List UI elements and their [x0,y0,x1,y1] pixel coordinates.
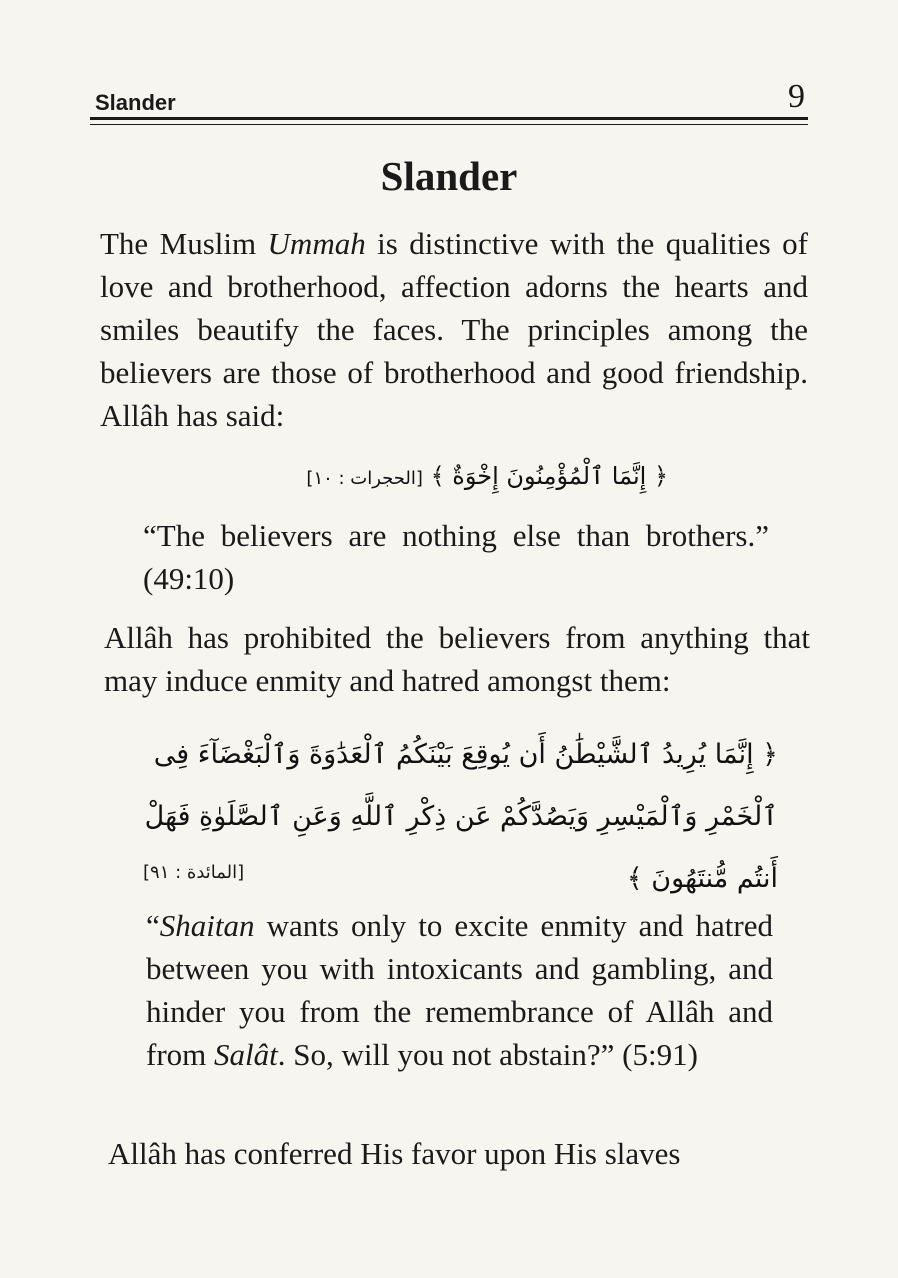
header-rule-thick [90,117,808,120]
running-title: Slander [95,90,176,115]
verse-translation-5-91 [146,904,773,1076]
salat-term: Salât [214,1037,278,1072]
verse-reference-5-91: [المائدة : ٩١] [143,862,245,883]
chapter-title: Slander [380,153,518,199]
verse-arabic-5-91: ﴿ إِنَّمَا يُرِيدُ ٱلشَّيْطَٰنُ أَن يُوقِعَ بَيْنَكُمُ ٱلْعَدَٰوَةَ وَٱلْبَغْضَآءَ فِى ٱلْخَمْرِ وَٱلْمَيْسِرِ وَيَصُدَّكُمْ عَن ذِكْرِ ٱللَّهِ وَعَنِ ٱلصَّلَوٰةِ فَهَلْ أَنتُم مُّنتَهُونَ ﴾ [144,739,778,894]
translation-middle: wants only to excite enmity and hatred between you with intoxicants and gambling, and hinder you from the remembrance of Allâh and from [146,908,773,1072]
intro-paragraph [100,222,808,437]
header-rule-thin [90,124,808,125]
intro-text-rest: is distinctive with the qualities of love and brotherhood, affection adorns the hearts and smiles beautify the faces. The principles among the believers are those of brotherhood and good friendship. Allâh has said: [100,226,808,433]
verse-translation-49-10: “The believers are nothing else than brothers.” (49:10) [143,518,769,596]
favor-paragraph: Allâh has conferred His favor upon His slaves [108,1136,681,1171]
quote-open: “ [146,908,160,943]
ummah-term: Ummah [267,226,366,261]
verse-text-49-10: ﴿ إِنَّمَا ٱلْمُؤْمِنُونَ إِخْوَةٌ ﴾ [430,462,668,490]
translation-end: . So, will you not abstain?” (5:91) [277,1037,698,1072]
prohibition-paragraph: Allâh has prohibited the believers from anything that may induce enmity and hatred amongst them: [104,620,810,698]
verse-arabic-49-10 [220,462,668,490]
verse-reference-49-10: [الحجرات : ١٠] [306,468,423,489]
running-header [95,78,807,118]
page-number: 9 [788,78,805,115]
intro-text-start: The Muslim [100,226,268,261]
shaitan-term: Shaitan [159,908,255,943]
